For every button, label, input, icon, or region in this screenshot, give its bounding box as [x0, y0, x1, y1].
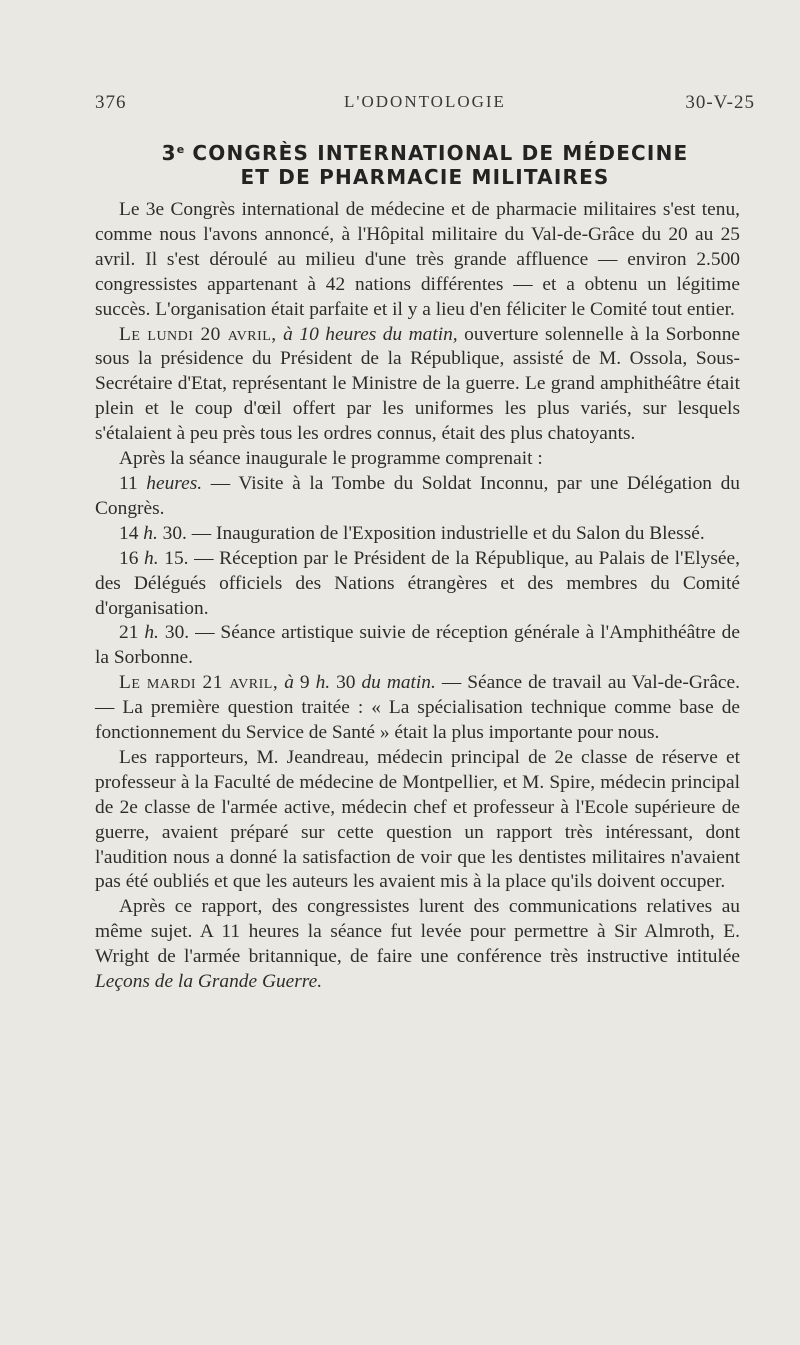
- lundi-time: à 10 heures du matin,: [283, 323, 458, 345]
- article-title: [95, 138, 755, 189]
- item-21h-number: 21: [119, 622, 139, 644]
- mardi-unit: h.: [315, 672, 331, 694]
- article-body: [95, 198, 740, 995]
- title-line-1: [95, 138, 755, 165]
- paragraph-programme: Après la séance inaugurale le programme comprenait :: [119, 448, 543, 470]
- running-head: [95, 92, 755, 120]
- page-number: 376: [95, 92, 127, 113]
- item-16h-unit: h.: [144, 547, 159, 569]
- item-16h-text: 15. — Réception par le Président de la République, au Palais de l'Elysée, des Délégués officiels des Nations étrangères et des membres du Comité d'organisation.: [95, 547, 740, 619]
- conference-title: Leçons de la Grande Guerre.: [95, 971, 323, 993]
- item-16h-number: 16: [119, 547, 139, 569]
- item-11h-number: 11: [119, 472, 138, 494]
- paragraph-lundi: [95, 323, 740, 448]
- apres-text: Après ce rapport, des congressistes lurent des communications relatives au même sujet. A 11 heures la séance fut levée pour permettre à Sir Almroth, E. Wright de l'armée britannique, de faire une conférence très instructive intitulée: [95, 896, 740, 968]
- lundi-date: Le lundi 20 avril,: [119, 323, 277, 345]
- title-ordinal: 3: [161, 141, 177, 165]
- journal-title: L'ODONTOLOGIE: [344, 92, 506, 111]
- paragraph-intro: Le 3e Congrès international de médecine et de pharmacie militaires s'est tenu, comme nous l'avons annoncé, à l'Hôpital militaire du Val-de-Grâce du 20 au 25 avril. Il s'est déroulé au milieu d'une très grande affluence — environ 2.500 congressistes appartenant à 42 nations différentes — et a obtenu un légitime succès. L'organisation était parfaite et il y a lieu d'en féliciter le Comité tout entier.: [95, 199, 740, 320]
- mardi-minutes: 30: [336, 672, 356, 694]
- programme-item-11h: [95, 472, 740, 522]
- item-14h-text: 30. — Inauguration de l'Exposition industrielle et du Salon du Blessé.: [162, 522, 705, 544]
- mardi-a: à: [284, 672, 294, 694]
- programme-item-16h: [95, 547, 740, 622]
- mardi-date: Le mardi 21 avril,: [119, 672, 279, 694]
- item-21h-unit: h.: [144, 622, 159, 644]
- title-line-2: ET DE PHARMACIE MILITAIRES: [240, 165, 610, 189]
- item-11h-text: — Visite à la Tombe du Soldat Inconnu, par une Délégation du Congrès.: [95, 472, 740, 519]
- paragraph-mardi: [95, 671, 740, 746]
- item-14h-number: 14: [119, 522, 139, 544]
- item-11h-unit: heures.: [146, 472, 203, 494]
- lundi-text: ouverture solennelle à la Sorbonne sous la présidence du Président de la République, assisté de M. Ossola, Sous-Secrétaire d'Etat, représentant le Ministre de la guerre. Le grand amphithéâtre était plein et le coup d'œil offert par les uniformes les plus variés, sur lesquels s'étalaient à peu près tous les ordres connus, était des plus chatoyants.: [95, 323, 741, 445]
- mardi-text: — Séance de travail au Val-de-Grâce. — La première question traitée : « La spécialisation technique comme base de fonctionnement du Service de Santé » était la plus importante pour nous.: [95, 672, 740, 744]
- programme-item-21h: [95, 621, 740, 671]
- title-line-1-text: CONGRÈS INTERNATIONAL DE MÉDECINE: [192, 141, 689, 165]
- paragraph-apres: [95, 895, 740, 995]
- mardi-time: du matin.: [361, 672, 436, 694]
- programme-item-14h: [95, 522, 740, 547]
- paragraph-rapporteurs: Les rapporteurs, M. Jeandreau, médecin principal de 2e classe de réserve et professeur à la Faculté de médecine de Montpellier, et M. Spire, médecin principal de 2e classe de l'armée active, médecin chef et professeur à l'Ecole supérieure de guerre, avaient préparé sur cette question un rapport très intéressant, dont l'audition nous a donné la satisfaction de voir que les dentistes militaires n'avaient pas été oubliés et que les auteurs les avaient mis à la place qu'ils doivent occuper.: [95, 746, 740, 893]
- item-21h-text: 30. — Séance artistique suivie de réception générale à l'Amphithéâtre de la Sorbonne.: [95, 622, 740, 669]
- title-ordinal-sup: e: [176, 143, 185, 156]
- item-14h-unit: h.: [143, 522, 158, 544]
- mardi-number: 9: [299, 672, 310, 694]
- issue-date: 30-V-25: [685, 92, 755, 113]
